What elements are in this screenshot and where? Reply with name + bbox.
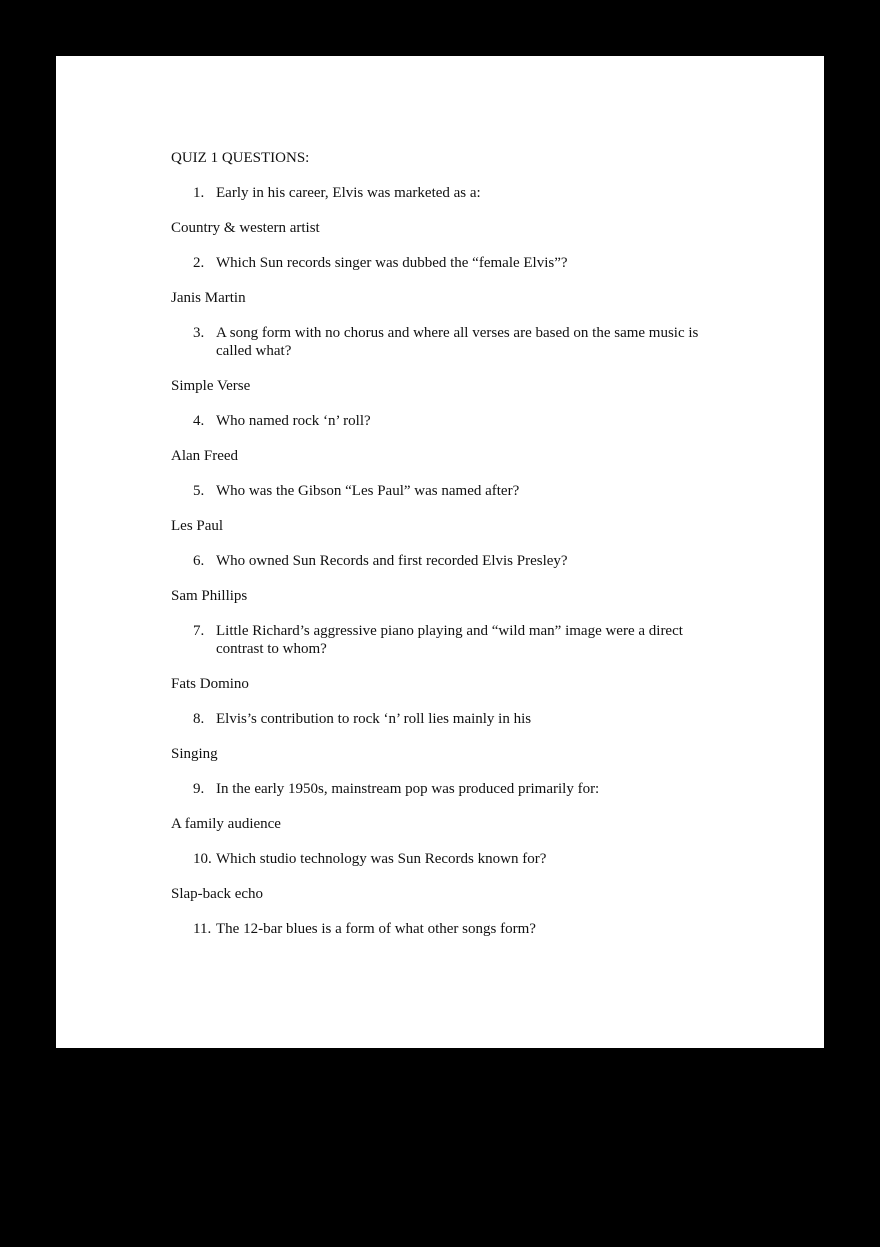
- answer-10: Slap-back echo: [171, 886, 264, 902]
- question-text: Who owned Sun Records and first recorded Elvis Presley?: [216, 553, 568, 569]
- question-number: 3.: [193, 325, 205, 341]
- question-number: 7.: [193, 623, 205, 639]
- question-number: 11.: [193, 921, 212, 937]
- question-number: 6.: [193, 553, 205, 569]
- question-number: 8.: [193, 711, 205, 727]
- question-text: Who was the Gibson “Les Paul” was named after?: [216, 483, 520, 499]
- question-text: The 12-bar blues is a form of what other songs form?: [216, 921, 536, 937]
- answer-6: Sam Phillips: [171, 588, 248, 604]
- question-11: [171, 920, 711, 938]
- question-10: [171, 850, 711, 868]
- question-6: [171, 552, 711, 570]
- question-text: Early in his career, Elvis was marketed as a:: [216, 185, 481, 201]
- question-number: 5.: [193, 483, 205, 499]
- answer-2: Janis Martin: [171, 290, 246, 306]
- question-8: [171, 710, 711, 728]
- answer-9: A family audience: [171, 816, 281, 832]
- document-title: QUIZ 1 QUESTIONS:: [171, 150, 310, 166]
- question-2: [171, 254, 711, 272]
- answer-3: Simple Verse: [171, 378, 251, 394]
- document-page: [56, 56, 824, 1048]
- question-5: [171, 482, 711, 500]
- answer-7: Fats Domino: [171, 676, 249, 692]
- question-number: 9.: [193, 781, 205, 797]
- answer-8: Singing: [171, 746, 218, 762]
- question-text: A song form with no chorus and where all verses are based on the same music is called what?: [216, 325, 699, 359]
- document-content: [171, 149, 711, 955]
- question-text: Which studio technology was Sun Records known for?: [216, 851, 547, 867]
- question-7: [171, 622, 711, 658]
- question-text: Who named rock ‘n’ roll?: [216, 413, 371, 429]
- question-text: Little Richard’s aggressive piano playing and “wild man” image were a direct contrast to whom?: [216, 623, 683, 657]
- question-number: 2.: [193, 255, 205, 271]
- question-9: [171, 780, 711, 798]
- question-number: 10.: [193, 851, 212, 867]
- question-number: 1.: [193, 185, 205, 201]
- question-text: Which Sun records singer was dubbed the “female Elvis”?: [216, 255, 568, 271]
- question-text: In the early 1950s, mainstream pop was produced primarily for:: [216, 781, 600, 797]
- question-number: 4.: [193, 413, 205, 429]
- answer-4: Alan Freed: [171, 448, 239, 464]
- answer-5: Les Paul: [171, 518, 224, 534]
- answer-1: Country & western artist: [171, 220, 320, 236]
- question-text: Elvis’s contribution to rock ‘n’ roll lies mainly in his: [216, 711, 532, 727]
- question-3: [171, 324, 711, 360]
- question-1: [171, 184, 711, 202]
- question-4: [171, 412, 711, 430]
